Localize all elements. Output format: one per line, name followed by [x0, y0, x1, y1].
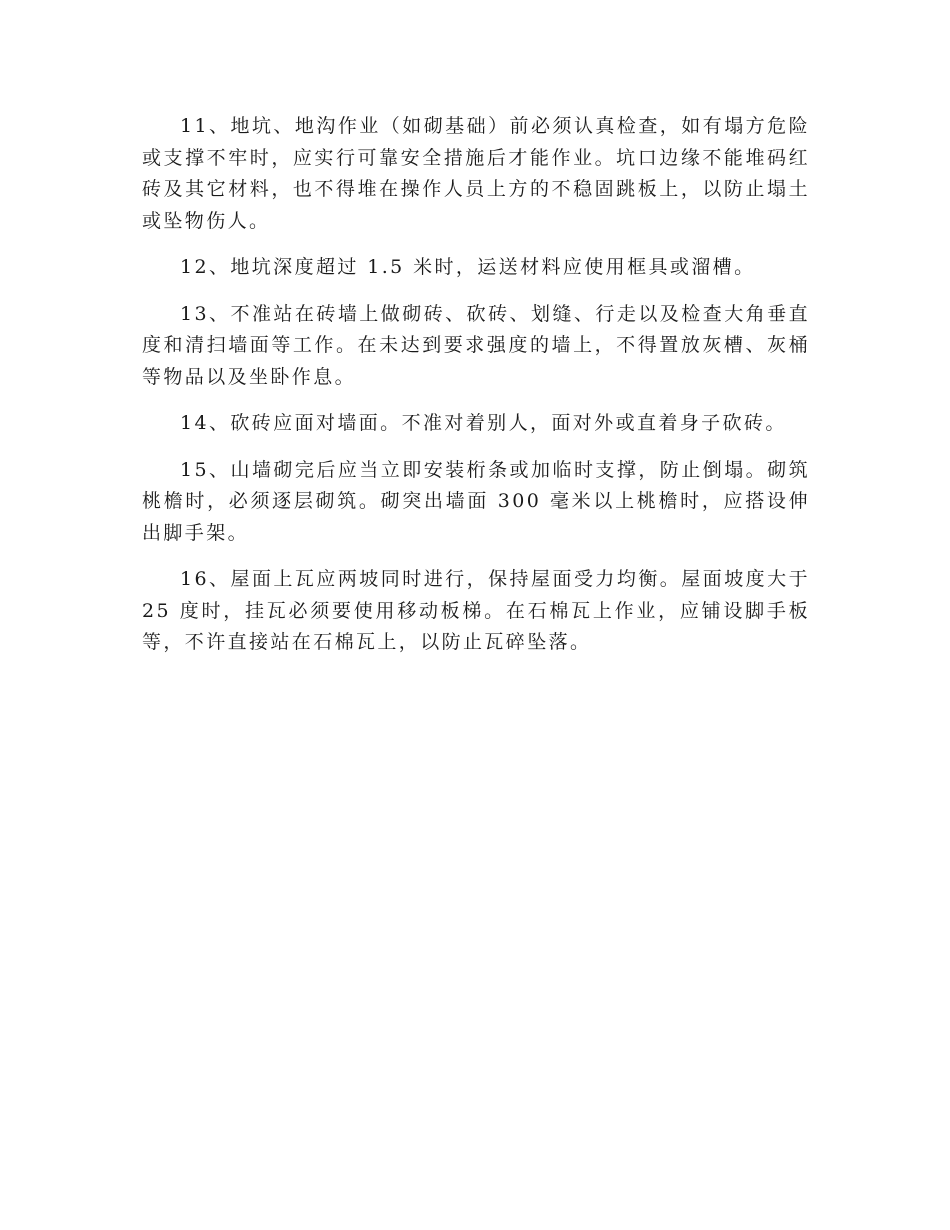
paragraph-14: 14、砍砖应面对墙面。不准对着别人，面对外或直着身子砍砖。 — [180, 412, 787, 434]
document-body — [142, 111, 810, 674]
paragraph-13: 13、不准站在砖墙上做砌砖、砍砖、划缝、行走以及检查大角垂直度和清扫墙面等工作。在未达到要求强度的墙上，不得置放灰槽、灰桶等物品以及坐卧作息。 — [142, 302, 810, 388]
paragraph-11: 11、地坑、地沟作业（如砌基础）前必须认真检查，如有塌方危险或支撑不牢时，应实行可靠安全措施后才能作业。坑口边缘不能堆码红砖及其它材料，也不得堆在操作人员上方的不稳固跳板上，以防止塌土或坠物伤人。 — [142, 115, 810, 232]
paragraph-15: 15、山墙砌完后应当立即安装桁条或加临时支撑，防止倒塌。砌筑桃檐时，必须逐层砌筑。砌突出墙面 300 毫米以上桃檐时，应搭设伸出脚手架。 — [142, 458, 810, 544]
paragraph-16: 16、屋面上瓦应两坡同时进行，保持屋面受力均衡。屋面坡度大于 25 度时，挂瓦必须要使用移动板梯。在石棉瓦上作业，应铺设脚手板等，不许直接站在石棉瓦上，以防止瓦碎坠落。 — [142, 568, 810, 653]
paragraph-12: 12、地坑深度超过 1.5 米时，运送材料应使用框具或溜槽。 — [180, 256, 756, 278]
